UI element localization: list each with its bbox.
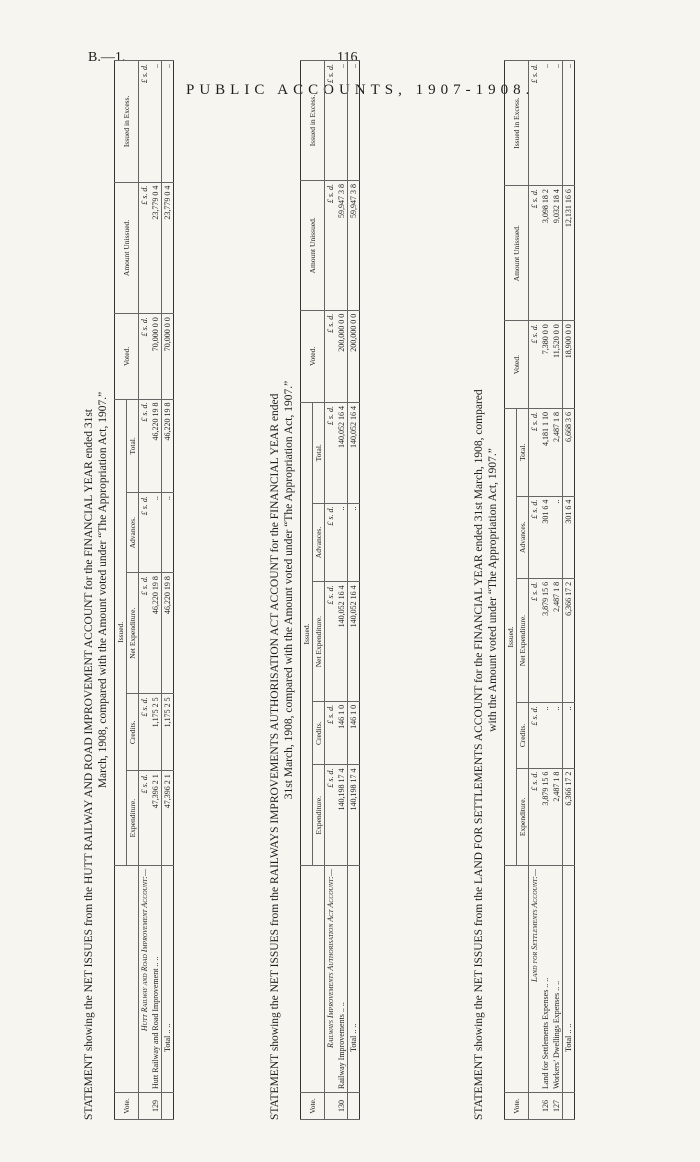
unit-label: £ s. d. [325, 701, 337, 765]
total-label: Total [349, 1035, 358, 1052]
cell-advances: .. [336, 503, 348, 582]
leader-dots: .. .. [564, 1023, 573, 1034]
col-expenditure: Expenditure. [313, 765, 325, 866]
cell-credits: 146 1 0 [336, 701, 348, 765]
vote-number: 126 [540, 1093, 551, 1120]
cell-total: 46,220 19 8 [150, 399, 162, 493]
unit-row [139, 61, 151, 1120]
unit-label: £ s. d. [325, 582, 337, 701]
statement-title [268, 60, 296, 1120]
statement-table [504, 60, 575, 1120]
unit-label: £ s. d. [529, 61, 541, 186]
col-total: Total. [127, 399, 139, 493]
total-total: 46,220 19 8 [162, 399, 174, 493]
total-net: 140,052 16 4 [348, 582, 360, 701]
col-amount-unissued: Amount Unissued. [505, 186, 529, 321]
total-unissued: 12,131 16 6 [563, 186, 575, 321]
unit-label: £ s. d. [139, 399, 151, 493]
total-voted: 200,000 0 0 [348, 310, 360, 402]
table-row [540, 61, 551, 1120]
statement-title-line1: STATEMENT showing the NET ISSUES from the LAND FOR SETTLEMENTS ACCOUNT for the FINANCIAL YEAR ended 31st March, 1908, compared [473, 389, 485, 1120]
statement-title [82, 60, 110, 1120]
cell-net: 46,220 19 8 [150, 573, 162, 694]
unit-row [325, 61, 337, 1120]
cell-voted: 11,520 0 0 [551, 321, 563, 409]
item-label: Railway Improvements [337, 1014, 346, 1089]
total-excess: .. [348, 61, 360, 181]
total-label-cell [348, 866, 360, 1093]
cell-excess: .. [551, 61, 563, 186]
statement-title-line1: STATEMENT showing the NET ISSUES from the HUTT RAILWAY AND ROAD IMPROVEMENT ACCOUNT for the FINANCIAL YEAR ended 31st [83, 408, 95, 1120]
cell-expenditure: 47,396 2 1 [150, 771, 162, 866]
unit-label: £ s. d. [139, 771, 151, 866]
unit-label: £ s. d. [529, 578, 541, 703]
unit-label: £ s. d. [529, 321, 541, 409]
statement-table [114, 60, 174, 1120]
vote-number: 130 [336, 1093, 348, 1120]
statement-2 [268, 60, 360, 1120]
cell-net: 140,052 16 4 [336, 582, 348, 701]
unit-label: £ s. d. [325, 503, 337, 582]
unit-row [529, 61, 541, 1120]
total-expenditure: 6,366 17 2 [563, 768, 575, 865]
vote-number: 127 [551, 1093, 563, 1120]
total-voted: 70,000 0 0 [162, 314, 174, 399]
col-credits: Credits. [313, 701, 325, 765]
col-vote: Vote. [301, 1093, 325, 1120]
item-name [540, 866, 551, 1093]
item-label: Hutt Railway and Road Improvement [151, 968, 160, 1089]
unit-label: £ s. d. [529, 408, 541, 496]
account-name: Railways Improvements Authorisation Act Account:— [325, 866, 337, 1093]
col-voted: Voted. [301, 310, 325, 402]
cell-unissued: 23,779 0 4 [150, 182, 162, 314]
item-label: Workers’ Dwellings Expenses [552, 992, 561, 1089]
cell-voted: 7,380 0 0 [540, 321, 551, 409]
unit-label: £ s. d. [529, 768, 541, 865]
col-voted: Voted. [115, 314, 139, 399]
total-credits: 1,175 2 5 [162, 694, 174, 771]
unit-label: £ s. d. [325, 61, 337, 181]
statement-title [472, 60, 500, 1120]
col-issued-in-excess: Issued in Excess. [301, 61, 325, 181]
total-row [563, 61, 575, 1120]
page-number: 116 [337, 50, 358, 65]
item-label: Land for Settlements Expenses [541, 989, 550, 1089]
col-advances: Advances. [313, 503, 325, 582]
account-name: Hutt Railway and Road Improvement Account:— [139, 866, 151, 1093]
vote-number: 129 [150, 1093, 162, 1120]
col-expenditure: Expenditure. [127, 771, 139, 866]
col-total: Total. [517, 408, 529, 496]
page-title: PUBLIC ACCOUNTS, 1907-1908. [186, 82, 535, 98]
unit-label: £ s. d. [139, 573, 151, 694]
cell-voted: 70,000 0 0 [150, 314, 162, 399]
leader-dots: .. .. [552, 980, 561, 991]
unit-label: £ s. d. [139, 694, 151, 771]
total-expenditure: 140,198 17 4 [348, 765, 360, 866]
unit-label: £ s. d. [529, 186, 541, 321]
unit-label: £ s. d. [325, 310, 337, 402]
col-vote: Vote. [115, 1093, 139, 1120]
total-expenditure: 47,396 2 1 [162, 771, 174, 866]
cell-credits: .. [551, 703, 563, 768]
col-net-expenditure: Net Expenditure. [313, 582, 325, 701]
cell-expenditure: 140,198 17 4 [336, 765, 348, 866]
cell-excess: .. [336, 61, 348, 181]
statement-title-line2: 31st March, 1908, compared with the Amount voted under “The Appropriation Act, 1907.” [283, 380, 295, 800]
account-name: Land for Settlements Account:— [529, 866, 541, 1093]
col-credits: Credits. [517, 703, 529, 768]
unit-label: £ s. d. [139, 493, 151, 573]
item-name [551, 866, 563, 1093]
cell-advances: .. [551, 496, 563, 578]
cell-expenditure: 3,879 15 6 [540, 768, 551, 865]
cell-excess: .. [150, 61, 162, 183]
total-total: 6,668 3 6 [563, 408, 575, 496]
col-voted: Voted. [505, 321, 529, 409]
col-advances: Advances. [127, 493, 139, 573]
table-row [150, 61, 162, 1120]
total-label-cell [162, 866, 174, 1093]
total-advances: 301 6 4 [563, 496, 575, 578]
total-advances: .. [162, 493, 174, 573]
total-row [162, 61, 174, 1120]
total-excess: .. [162, 61, 174, 183]
total-row [348, 61, 360, 1120]
col-net-expenditure: Net Expenditure. [127, 573, 139, 694]
item-name [336, 866, 348, 1093]
leader-dots: .. .. [541, 977, 550, 988]
total-label-cell [563, 866, 575, 1093]
statement-3 [472, 60, 575, 1120]
unit-label: £ s. d. [139, 182, 151, 314]
unit-label: £ s. d. [529, 703, 541, 768]
col-issued-in-excess: Issued in Excess. [115, 61, 139, 183]
cell-advances: 301 6 4 [540, 496, 551, 578]
leader-dots: .. .. [337, 1002, 346, 1013]
statement-title-line2: with the Amount voted under “The Appropriation Act, 1907.” [487, 448, 499, 732]
total-unissued: 59,947 3 8 [348, 180, 360, 310]
statement-table [300, 60, 360, 1120]
cell-unissued: 59,947 3 8 [336, 180, 348, 310]
col-net-expenditure: Net Expenditure. [517, 578, 529, 703]
table-row [551, 61, 563, 1120]
unit-label: £ s. d. [325, 180, 337, 310]
leader-dots: .. .. [151, 956, 160, 967]
col-expenditure: Expenditure. [517, 768, 529, 865]
leader-dots: .. .. [349, 1023, 358, 1034]
cell-total: 4,181 1 10 [540, 408, 551, 496]
cell-excess: .. [540, 61, 551, 186]
total-credits: 146 1 0 [348, 701, 360, 765]
cell-credits: .. [540, 703, 551, 768]
item-name [150, 866, 162, 1093]
unit-label: £ s. d. [325, 765, 337, 866]
cell-unissued: 3,098 18 2 [540, 186, 551, 321]
total-net: 46,220 19 8 [162, 573, 174, 694]
cell-total: 2,487 1 8 [551, 408, 563, 496]
col-description [115, 866, 139, 1093]
col-advances: Advances. [517, 496, 529, 578]
statement-1 [82, 60, 174, 1120]
cell-credits: 1,175 2 5 [150, 694, 162, 771]
cell-net: 2,487 1 8 [551, 578, 563, 703]
col-amount-unissued: Amount Unissued. [301, 180, 325, 310]
total-label: Total [163, 1035, 172, 1052]
col-issued-in-excess: Issued in Excess. [505, 61, 529, 186]
total-excess: .. [563, 61, 575, 186]
total-voted: 18,900 0 0 [563, 321, 575, 409]
cell-net: 3,879 15 6 [540, 578, 551, 703]
table-row [336, 61, 348, 1120]
total-unissued: 23,779 0 4 [162, 182, 174, 314]
col-issued: Issued. [115, 399, 127, 865]
cell-unissued: 9,032 18 4 [551, 186, 563, 321]
unit-label: £ s. d. [139, 61, 151, 183]
cell-total: 140,052 16 4 [336, 403, 348, 504]
unit-label: £ s. d. [325, 403, 337, 504]
total-net: 6,366 17 2 [563, 578, 575, 703]
col-description [301, 866, 325, 1093]
col-total: Total. [313, 403, 325, 504]
cell-expenditure: 2,487 1 8 [551, 768, 563, 865]
cell-voted: 200,000 0 0 [336, 310, 348, 402]
unit-label: £ s. d. [139, 314, 151, 399]
total-total: 140,052 16 4 [348, 403, 360, 504]
col-credits: Credits. [127, 694, 139, 771]
leader-dots: .. .. [163, 1023, 172, 1034]
cell-advances: .. [150, 493, 162, 573]
statement-title-line2: March, 1908, compared with the Amount voted under “The Appropriation Act, 1907.” [97, 391, 109, 789]
col-issued: Issued. [505, 408, 517, 865]
total-advances: .. [348, 503, 360, 582]
header-left: B.—1. [88, 50, 126, 65]
total-label: Total [564, 1035, 573, 1052]
unit-label: £ s. d. [529, 496, 541, 578]
col-issued: Issued. [301, 403, 313, 866]
col-vote: Vote. [505, 1093, 529, 1120]
col-amount-unissued: Amount Unissued. [115, 182, 139, 314]
statement-title-line1: STATEMENT showing the NET ISSUES from the RAILWAYS IMPROVEMENTS AUTHORISATION ACT ACCOUNT for the FINANCIAL YEAR ended [269, 393, 281, 1120]
col-description [505, 866, 529, 1093]
total-credits: .. [563, 703, 575, 768]
